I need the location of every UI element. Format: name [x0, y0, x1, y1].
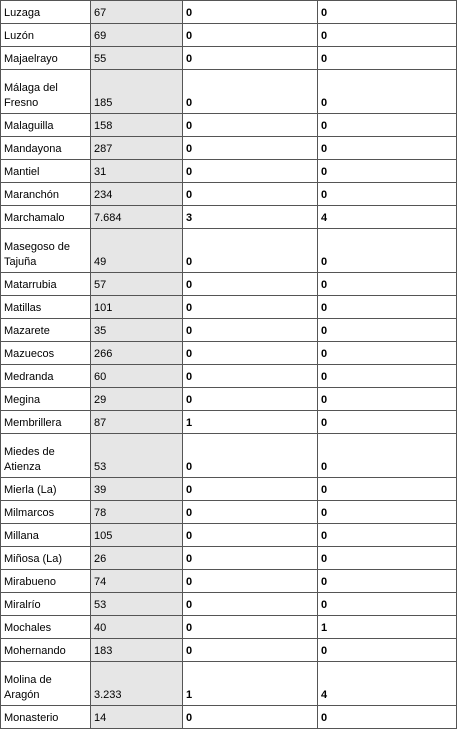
population-cell: 55	[91, 47, 183, 70]
municipality-name-cell: Miñosa (La)	[1, 547, 91, 570]
value-a-cell: 0	[183, 47, 318, 70]
table-row	[1, 70, 457, 114]
value-b-cell: 4	[318, 206, 457, 229]
table-row	[1, 388, 457, 411]
table-row	[1, 662, 457, 706]
table-row	[1, 501, 457, 524]
value-b-cell: 0	[318, 388, 457, 411]
value-a-cell: 0	[183, 342, 318, 365]
population-cell: 35	[91, 319, 183, 342]
municipality-name-cell: Molina de Aragón	[1, 662, 91, 706]
population-cell: 40	[91, 616, 183, 639]
value-b-cell: 0	[318, 183, 457, 206]
table-row	[1, 114, 457, 137]
municipality-name-cell: Monasterio	[1, 706, 91, 729]
municipality-name-cell: Medranda	[1, 365, 91, 388]
table-row	[1, 1, 457, 24]
population-cell: 69	[91, 24, 183, 47]
value-a-cell: 0	[183, 229, 318, 273]
value-a-cell: 0	[183, 114, 318, 137]
table-row	[1, 183, 457, 206]
municipality-name-cell: Mantiel	[1, 160, 91, 183]
value-a-cell: 0	[183, 296, 318, 319]
value-b-cell: 0	[318, 114, 457, 137]
population-cell: 101	[91, 296, 183, 319]
value-a-cell: 0	[183, 501, 318, 524]
value-a-cell: 0	[183, 616, 318, 639]
municipality-name-cell: Millana	[1, 524, 91, 547]
municipality-name-cell: Luzón	[1, 24, 91, 47]
municipality-name-cell: Megina	[1, 388, 91, 411]
value-a-cell: 0	[183, 524, 318, 547]
population-cell: 287	[91, 137, 183, 160]
value-b-cell: 1	[318, 616, 457, 639]
municipality-name-cell: Miedes de Atienza	[1, 434, 91, 478]
value-a-cell: 0	[183, 160, 318, 183]
population-cell: 31	[91, 160, 183, 183]
municipality-name-cell: Málaga del Fresno	[1, 70, 91, 114]
value-a-cell: 0	[183, 434, 318, 478]
value-a-cell: 0	[183, 388, 318, 411]
population-cell: 39	[91, 478, 183, 501]
table-row	[1, 229, 457, 273]
value-b-cell: 0	[318, 296, 457, 319]
population-cell: 74	[91, 570, 183, 593]
value-a-cell: 0	[183, 593, 318, 616]
value-b-cell: 0	[318, 434, 457, 478]
population-cell: 26	[91, 547, 183, 570]
table-row	[1, 706, 457, 729]
value-b-cell: 0	[318, 319, 457, 342]
table-row	[1, 319, 457, 342]
municipality-name-cell: Luzaga	[1, 1, 91, 24]
municipality-name-cell: Majaelrayo	[1, 47, 91, 70]
value-b-cell: 0	[318, 160, 457, 183]
municipality-name-cell: Mirabueno	[1, 570, 91, 593]
table-row	[1, 639, 457, 662]
value-b-cell: 0	[318, 478, 457, 501]
municipality-name-cell: Marchamalo	[1, 206, 91, 229]
population-cell: 105	[91, 524, 183, 547]
table-row	[1, 478, 457, 501]
municipality-name-cell: Milmarcos	[1, 501, 91, 524]
population-cell: 185	[91, 70, 183, 114]
population-cell: 183	[91, 639, 183, 662]
value-b-cell: 0	[318, 411, 457, 434]
value-b-cell: 0	[318, 547, 457, 570]
value-a-cell: 0	[183, 319, 318, 342]
value-a-cell: 0	[183, 365, 318, 388]
value-a-cell: 3	[183, 206, 318, 229]
value-b-cell: 0	[318, 706, 457, 729]
value-b-cell: 0	[318, 47, 457, 70]
table-row	[1, 342, 457, 365]
table-row	[1, 411, 457, 434]
value-b-cell: 0	[318, 593, 457, 616]
table-row	[1, 593, 457, 616]
value-a-cell: 0	[183, 273, 318, 296]
table-row	[1, 365, 457, 388]
value-a-cell: 0	[183, 478, 318, 501]
value-b-cell: 4	[318, 662, 457, 706]
value-b-cell: 0	[318, 639, 457, 662]
municipality-name-cell: Mohernando	[1, 639, 91, 662]
table-row	[1, 547, 457, 570]
population-cell: 53	[91, 434, 183, 478]
value-b-cell: 0	[318, 342, 457, 365]
value-b-cell: 0	[318, 524, 457, 547]
table-row	[1, 160, 457, 183]
value-b-cell: 0	[318, 273, 457, 296]
municipality-name-cell: Mochales	[1, 616, 91, 639]
table-row	[1, 616, 457, 639]
value-a-cell: 0	[183, 706, 318, 729]
municipality-name-cell: Mazarete	[1, 319, 91, 342]
table-row	[1, 570, 457, 593]
value-b-cell: 0	[318, 229, 457, 273]
table-row	[1, 524, 457, 547]
table-row	[1, 137, 457, 160]
table-row	[1, 47, 457, 70]
municipality-name-cell: Mierla (La)	[1, 478, 91, 501]
population-cell: 29	[91, 388, 183, 411]
population-cell: 67	[91, 1, 183, 24]
municipality-name-cell: Malaguilla	[1, 114, 91, 137]
municipality-name-cell: Mazuecos	[1, 342, 91, 365]
municipality-name-cell: Maranchón	[1, 183, 91, 206]
value-b-cell: 0	[318, 365, 457, 388]
population-cell: 49	[91, 229, 183, 273]
value-a-cell: 0	[183, 547, 318, 570]
municipality-name-cell: Mandayona	[1, 137, 91, 160]
value-a-cell: 0	[183, 24, 318, 47]
population-cell: 14	[91, 706, 183, 729]
value-b-cell: 0	[318, 24, 457, 47]
population-cell: 78	[91, 501, 183, 524]
value-b-cell: 0	[318, 137, 457, 160]
table-row	[1, 273, 457, 296]
municipality-name-cell: Matillas	[1, 296, 91, 319]
value-b-cell: 0	[318, 1, 457, 24]
table-row	[1, 296, 457, 319]
municipality-name-cell: Miralrío	[1, 593, 91, 616]
population-cell: 87	[91, 411, 183, 434]
population-cell: 158	[91, 114, 183, 137]
population-cell: 60	[91, 365, 183, 388]
value-b-cell: 0	[318, 501, 457, 524]
table-row	[1, 206, 457, 229]
population-cell: 3.233	[91, 662, 183, 706]
table-row	[1, 24, 457, 47]
population-cell: 57	[91, 273, 183, 296]
value-a-cell: 0	[183, 570, 318, 593]
value-a-cell: 0	[183, 137, 318, 160]
value-a-cell: 1	[183, 662, 318, 706]
municipality-name-cell: Membrillera	[1, 411, 91, 434]
value-a-cell: 1	[183, 411, 318, 434]
value-a-cell: 0	[183, 70, 318, 114]
table-row	[1, 434, 457, 478]
value-a-cell: 0	[183, 183, 318, 206]
value-a-cell: 0	[183, 639, 318, 662]
value-b-cell: 0	[318, 70, 457, 114]
population-cell: 266	[91, 342, 183, 365]
population-cell: 7.684	[91, 206, 183, 229]
table-body	[1, 1, 457, 729]
population-cell: 234	[91, 183, 183, 206]
municipality-name-cell: Masegoso de Tajuña	[1, 229, 91, 273]
value-b-cell: 0	[318, 570, 457, 593]
municipality-name-cell: Matarrubia	[1, 273, 91, 296]
population-cell: 53	[91, 593, 183, 616]
value-a-cell: 0	[183, 1, 318, 24]
